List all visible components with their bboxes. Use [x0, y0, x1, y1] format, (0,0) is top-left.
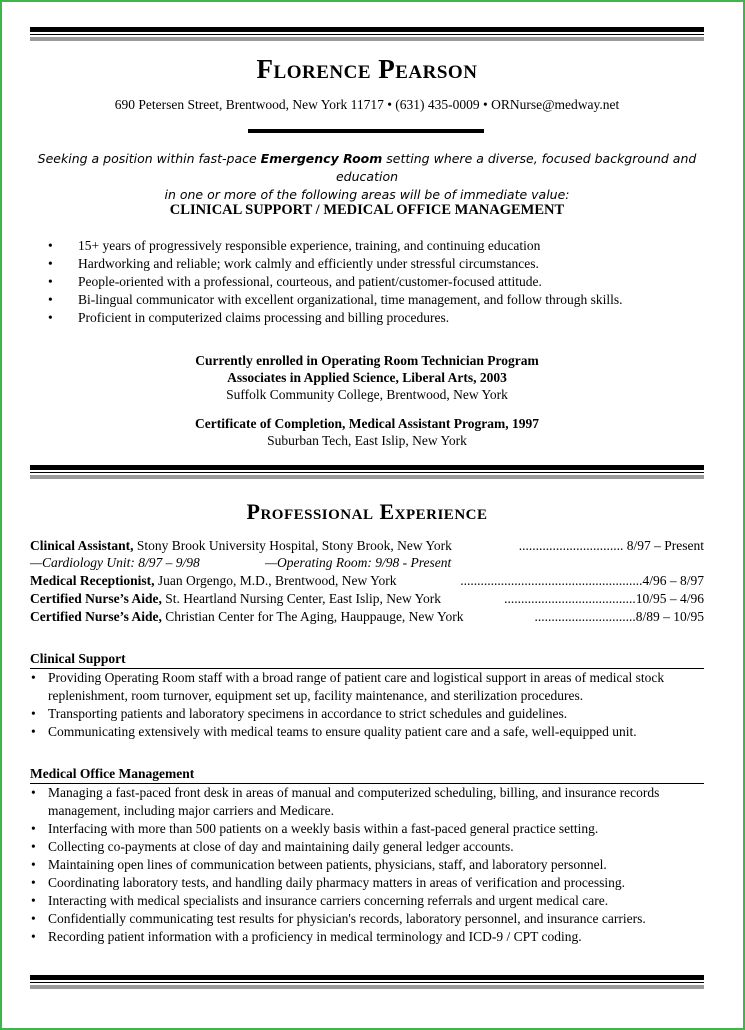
list-item: • Confidentially communicating test results for physician's records, laboratory personnel, and insurance carriers.: [48, 910, 698, 928]
certificate-block: [30, 415, 704, 449]
dot-leader: .......................................: [504, 591, 636, 606]
bottom-rule-thick: [30, 975, 704, 980]
list-item: • Collecting co-payments at close of day and maintaining daily general ledger accounts.: [48, 838, 698, 856]
office-list: [48, 784, 698, 946]
bottom-rule-thin: [30, 982, 704, 983]
mid-rule-thin: [30, 472, 704, 473]
objective-emphasis: Emergency Room: [260, 151, 383, 166]
job-dates: 10/95 – 4/96: [635, 591, 704, 606]
education-program: Currently enrolled in Operating Room Technician Program: [195, 353, 539, 368]
summary-title: CLINICAL SUPPORT / MEDICAL OFFICE MANAGEMENT: [169, 202, 565, 218]
certificate-title: Certificate of Completion, Medical Assistant Program, 1997: [195, 416, 539, 431]
job-dates-wrap: [502, 591, 704, 607]
mid-rule-thick: [30, 465, 704, 470]
office-heading: Medical Office Management: [30, 766, 195, 781]
job-employer: Stony Brook University Hospital, Stony Brook, New York: [133, 538, 452, 553]
list-item: • Maintaining open lines of communication between patients, physicians, staff, and laboratory personnel.: [48, 856, 698, 874]
header-divider: [248, 129, 484, 133]
list-item: • Recording patient information with a proficiency in medical terminology and ICD-9 / CPT coding.: [48, 928, 698, 946]
job-title: Clinical Assistant,: [30, 538, 134, 553]
job-entry: [30, 573, 704, 589]
list-item: • Providing Operating Room staff with a broad range of patient care and logistical support in areas of medical stock replenishment, room turnover, equipment set up, facility maintenance, and sterilization procedures.: [48, 669, 698, 705]
objective-line-1: [30, 150, 704, 186]
job-dates: 4/96 – 8/97: [642, 573, 704, 588]
contact-line: 690 Petersen Street, Brentwood, New York 11717 • (631) 435-0009 • ORNurse@medway.net: [114, 97, 620, 112]
job-title: Certified Nurse’s Aide,: [30, 609, 162, 624]
education-block: [30, 352, 704, 403]
objective-text: Seeking a position within fast-pace: [37, 151, 261, 166]
list-item: • Communicating extensively with medical teams to ensure quality patient care and a safe, well-equipped unit.: [48, 723, 698, 741]
job-dates-wrap: [458, 573, 704, 589]
list-item: • Managing a fast-paced front desk in areas of manual and computerized scheduling, billing, and insurance records management, including major carriers and Medicare.: [48, 784, 698, 820]
dot-leader: ......................................................: [460, 573, 643, 588]
job-title: Certified Nurse’s Aide,: [30, 591, 162, 606]
job-title: Medical Receptionist,: [30, 573, 155, 588]
top-rule-grey: [30, 37, 704, 41]
mid-rule-grey: [30, 475, 704, 479]
job-dates-wrap: [517, 538, 704, 554]
education-degree: Associates in Applied Science, Liberal Arts, 2003: [227, 370, 507, 385]
job-entry: [30, 591, 704, 607]
job-dates: 8/89 – 10/95: [635, 609, 704, 624]
dot-leader: ...............................: [518, 538, 624, 553]
education-school: Suffolk Community College, Brentwood, New York: [226, 387, 508, 402]
job-employer: St. Heartland Nursing Center, East Islip, New York: [161, 591, 442, 606]
job-dates: 8/97 – Present: [623, 538, 704, 553]
list-item: • Proficient in computerized claims processing and billing procedures.: [78, 309, 623, 327]
list-item: • Hardworking and reliable; work calmly and efficiently under stressful circumstances.: [78, 255, 623, 273]
candidate-name: Florence Pearson: [256, 54, 478, 84]
bottom-rule-grey: [30, 985, 704, 989]
job-entry: [30, 538, 704, 554]
clinical-list: [48, 669, 698, 741]
list-item: • Interfacing with more than 500 patients on a weekly basis within a fast-paced general practice setting.: [48, 820, 698, 838]
objective-text: setting where a diverse, focused background and education: [335, 151, 697, 184]
top-rule-thick: [30, 27, 704, 32]
list-item: • 15+ years of progressively responsible experience, training, and continuing education: [78, 237, 623, 255]
list-item: • Transporting patients and laboratory specimens in accordance to strict schedules and guidelines.: [48, 705, 698, 723]
list-item: • Coordinating laboratory tests, and handling daily pharmacy matters in areas of verification and processing.: [48, 874, 698, 892]
objective-line-2: in one or more of the following areas will be of immediate value:: [164, 187, 570, 202]
experience-title: Professional Experience: [246, 499, 488, 524]
list-item: • Interacting with medical specialists and insurance carriers concerning referrals and urgent medical care.: [48, 892, 698, 910]
clinical-heading: Clinical Support: [30, 651, 126, 666]
job-dates-wrap: [532, 609, 704, 625]
top-rule-thin: [30, 34, 704, 35]
job-entry: [30, 609, 704, 625]
certificate-school: Suburban Tech, East Islip, New York: [267, 433, 467, 448]
dot-leader: ..............................: [534, 609, 636, 624]
unit-cardiology: —Cardiology Unit: 8/97 – 9/98: [30, 555, 200, 570]
unit-operating-room: —Operating Room: 9/98 - Present: [265, 555, 452, 570]
list-item: • Bi-lingual communicator with excellent organizational, time management, and follow through skills.: [78, 291, 623, 309]
job-employer: Juan Orgengo, M.D., Brentwood, New York: [154, 573, 397, 588]
job-employer: Christian Center for The Aging, Hauppauge, New York: [161, 609, 464, 624]
list-item: • People-oriented with a professional, courteous, and patient/customer-focused attitude.: [78, 273, 623, 291]
objective-statement: [30, 150, 704, 204]
summary-list: [78, 237, 623, 327]
